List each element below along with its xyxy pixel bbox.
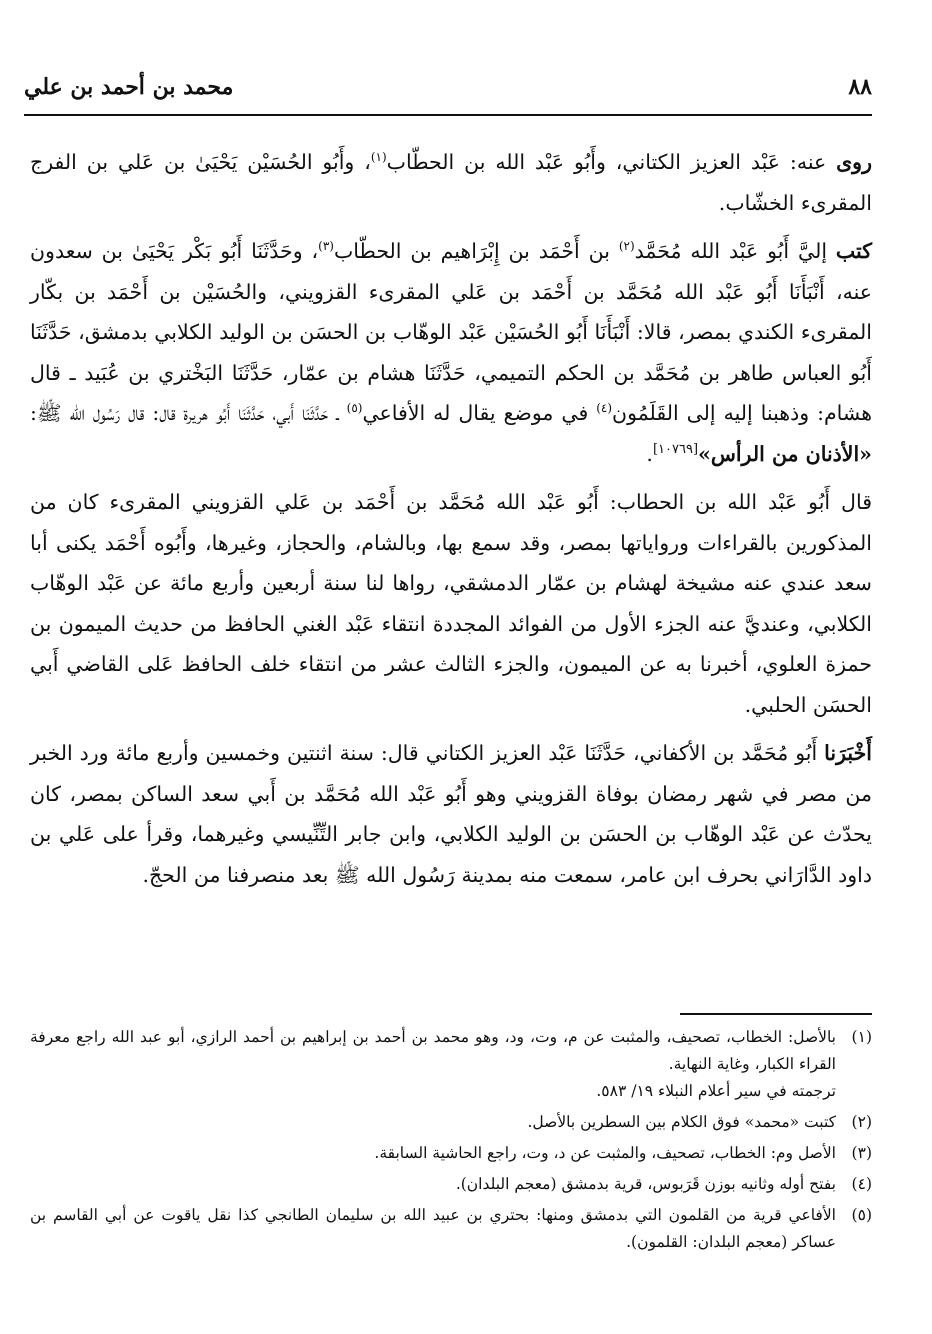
footnote-item: [30, 1109, 872, 1136]
paragraph-lead-word: روى: [836, 150, 872, 174]
running-title: محمد بن أحمد بن علي: [24, 74, 234, 100]
hadith-reference: [١٠٧٦٩]: [652, 441, 699, 457]
footnote-line: بفتح أوله وثانيه بوزن قَرَبوس، قرية بدمشق (معجم البلدان).: [455, 1175, 836, 1193]
footnote-line: كتبت «محمد» فوق الكلام بين السطرين بالأصل.: [527, 1113, 836, 1131]
paragraph-text: ـ حَدَّثَنَا أَبي، حَدَّثَنَا أَبُو هريرة قال: قال رَسُول الله ﷺ:: [30, 401, 347, 425]
footnote-marker[interactable]: (٤): [596, 401, 613, 416]
paragraph-text: .: [646, 441, 653, 466]
footnote-text: [30, 1140, 836, 1167]
paragraph-3: قال أَبُو عَبْد الله بن الحطاب: أَبُو عَبْد الله مُحَمَّد بن أَحْمَد بن عَلي القزويني المقرىء كان من المذكورين بالقراءات ورواياتها بمصر، وقد سمع بها، وبالشام، والحجاز، وغيرها، وأَبُوه أَحْمَد يكنى أبا سعد عندي عنه مشيخة لهشام بن عمّار الدمشقي، رواها لنا سنة أربعين وأربع مائة عن عَبْد الوهّاب الكلابي، وعنديَّ عنه الجزء الأول من الفوائد المجددة انتقاء عَبْد الغني الحافظ من حديث الميمون بن حمزة العلوي، أخبرنا به عن الميمون، والجزء الثالث عشر من انتقاء خلف الحافظ عَلى القاضي أَبي الحسَن الحلبي.: [30, 490, 872, 717]
paragraph-4: [30, 733, 872, 895]
paragraph-text: ، وحَدَّثَنَا أَبُو بَكْر يَحْيَىٰ بن سعدون عنه، أَنْبَأَنَا أَبُو عَبْد الله مُحَمَّد بن أَحْمَد بن عَلي المقرىء القزويني، والحُسَيْن بن أَحْمَد بن بكّار المقرىء الكندي بمصر، قالا: أَنْبَأَنَا أَبُو الحُسَيْن عَبْد الوهّاب بن الحسَن بن الوليد الكلابي بدمشق، حَدَّثَنَا أَبُو العباس طاهر بن مُحَمَّد بن الحكم التميمي، حَدَّثَنَا هشام بن عمّار، حَدَّثَنَا البَخْتري بن عُبَيد ـ قال هشام: وذهبنا إليه إلى القَلَمُون: [30, 239, 873, 425]
footnote-text: [30, 1202, 836, 1256]
footnote-text: [30, 1171, 836, 1198]
paragraph-text: في موضع يقال له الأفاعي: [362, 401, 597, 425]
paragraph-text: عنه: عَبْد العزيز الكتاني، وأَبُو عَبْد الله بن الحطّاب: [386, 150, 837, 174]
footnote-marker[interactable]: (٣): [318, 239, 334, 254]
main-text: [30, 142, 872, 903]
footnote-item: [30, 1140, 872, 1167]
footnote-number: (٣): [851, 1144, 872, 1162]
page-number: ٨٨: [848, 74, 872, 100]
footnote-number: (٢): [851, 1113, 872, 1131]
footnote-number: (٥): [851, 1206, 872, 1224]
footnote-item: [30, 1171, 872, 1198]
paragraph-lead-word: كتب: [835, 239, 872, 263]
footnotes: [30, 1024, 872, 1260]
footnote-number: (١): [851, 1028, 872, 1046]
paragraph-text: إليَّ أَبُو عَبْد الله مُحَمَّد: [634, 239, 836, 263]
footnote-line: ترجمته في سير أعلام النبلاء ١٩/ ٥٨٣.: [596, 1082, 836, 1100]
paragraph-text: ، وأَبُو الحُسَيْن يَحْيَىٰ بن عَلي بن الفرج المقرىء الخشّاب.: [30, 150, 872, 215]
footnote-text: [30, 1024, 836, 1105]
paragraph-text: بن أَحْمَد بن إِبْرَاهيم بن الحطّاب: [333, 239, 619, 263]
footnote-line: الأصل وم: الخطاب، تصحيف، والمثبت عن د، وت، راجع الحاشية السابقة.: [374, 1144, 836, 1162]
paragraph-2: [30, 231, 872, 474]
hadith-quote: «الأذنان من الرأس»: [698, 441, 872, 466]
footnote-marker[interactable]: (٢): [618, 239, 635, 254]
paragraph-1: [30, 142, 872, 223]
footnote-item: [30, 1202, 872, 1256]
paragraph-lead-word: أَخْبَرَنا: [824, 741, 872, 765]
footnote-line: الأفاعي قرية من القلمون التي بدمشق ومنها: بحتري بن عبيد الله بن سليمان الطانجي كذا نقل ياقوت عن أبي القاسم بن عساكر (معجم البلدان: القلمون).: [30, 1206, 836, 1251]
footnote-marker[interactable]: (١): [370, 150, 387, 165]
footnote-line: بالأصل: الخطاب، تصحيف، والمثبت عن م، وت، ود، وهو محمد بن أحمد بن إبراهيم بن أحمد الرازي، أبو عبد الله راجع معرفة القراء الكبار، وغاية النهاية.: [30, 1028, 836, 1073]
paragraph-text: أَبُو مُحَمَّد بن الأكفاني، حَدَّثَنَا عَبْد العزيز الكتاني قال: سنة اثنتين وخمسين وأربع مائة ورد الخبر من مصر في شهر رمضان بوفاة القزويني وهو أَبُو عَبْد الله مُحَمَّد بن أَبي سعد الساكن بمصر، كان يحدّث عن عَبْد الوهّاب بن الحسَن بن الوليد الكلابي، وابن جابر التِّنِّيسي وغيرهما، وقرأ على عَلي بن داود الدَّارَاني بحرف ابن عامر، سمعت منه بمدينة رَسُول الله ﷺ بعد منصرفنا من الحجّ.: [30, 741, 872, 887]
footnote-text: [30, 1109, 836, 1136]
footnote-item: [30, 1024, 872, 1105]
page-header: [24, 74, 872, 116]
footnote-marker[interactable]: (٥): [346, 401, 363, 416]
footnote-number: (٤): [851, 1175, 872, 1193]
footnote-divider: [680, 1013, 872, 1015]
